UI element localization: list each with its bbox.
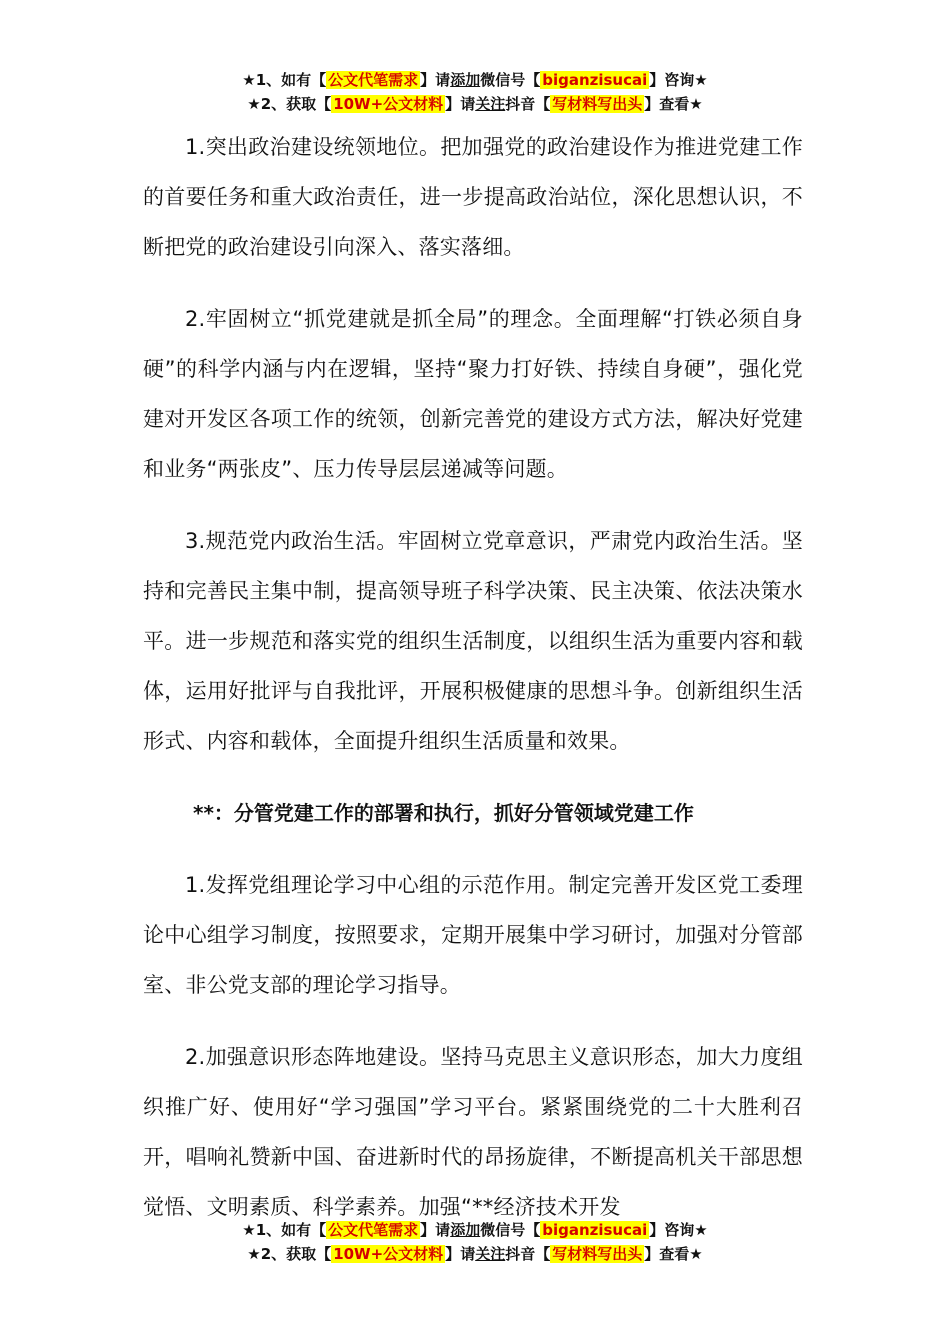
banner-text: 抖音【 xyxy=(505,1245,551,1263)
highlight-douyin: 写材料写出头 xyxy=(552,1245,643,1263)
banner-line-1 xyxy=(0,68,950,92)
bottom-banner xyxy=(0,1218,950,1266)
paragraph-2: 2.牢固树立“抓党建就是抓全局”的理念。全面理解“打铁必须自身硬”的科学内涵与内在逻辑，坚持“聚力打好铁、持续自身硬”，强化党建对开发区各项工作的统领，创新完善党的建设方式方法，解决好党建和业务“两张皮”、压力传导层层递减等问题。 xyxy=(143,307,803,481)
banner-text: 微信号【 xyxy=(480,71,541,89)
banner-text: 】查看★ xyxy=(644,95,703,113)
banner-underlined-text: 添加 xyxy=(450,1221,481,1239)
banner-text: 】咨询★ xyxy=(649,1221,708,1239)
top-banner xyxy=(0,68,950,116)
highlight-wechat-id: biganzisucai xyxy=(542,1221,648,1239)
banner-line-2 xyxy=(0,1242,950,1266)
banner-underlined-text: 关注 xyxy=(475,95,506,113)
banner-text: 】咨询★ xyxy=(649,71,708,89)
banner-text: ★1、如有【 xyxy=(242,71,327,89)
banner-text: ★2、获取【 xyxy=(247,95,332,113)
section-heading: **：分管党建工作的部署和执行，抓好分管领域党建工作 xyxy=(193,801,694,825)
banner-text: ★1、如有【 xyxy=(242,1221,327,1239)
highlight-service: 公文代笔需求 xyxy=(328,1221,419,1239)
paragraph-1: 1.突出政治建设统领地位。把加强党的政治建设作为推进党建工作的首要任务和重大政治责任，进一步提高政治站位，深化思想认识，不断把党的政治建设引向深入、落实落细。 xyxy=(143,135,803,259)
paragraph-4: 1.发挥党组理论学习中心组的示范作用。制定完善开发区党工委理论中心组学习制度，按照要求，定期开展集中学习研讨，加强对分管部室、非公党支部的理论学习指导。 xyxy=(143,873,803,997)
banner-text: 微信号【 xyxy=(480,1221,541,1239)
banner-line-2 xyxy=(0,92,950,116)
banner-text: 】请 xyxy=(445,95,476,113)
banner-text: 】查看★ xyxy=(644,1245,703,1263)
banner-text: 】请 xyxy=(420,1221,451,1239)
banner-text: 】请 xyxy=(420,71,451,89)
highlight-service: 公文代笔需求 xyxy=(328,71,419,89)
highlight-douyin: 写材料写出头 xyxy=(552,95,643,113)
paragraph-3: 3.规范党内政治生活。牢固树立党章意识，严肃党内政治生活。坚持和完善民主集中制，提高领导班子科学决策、民主决策、依法决策水平。进一步规范和落实党的组织生活制度，以组织生活为重要内容和载体，运用好批评与自我批评，开展积极健康的思想斗争。创新组织生活形式、内容和载体，全面提升组织生活质量和效果。 xyxy=(143,529,803,753)
paragraph-5: 2.加强意识形态阵地建设。坚持马克思主义意识形态，加大力度组织推广好、使用好“学习强国”学习平台。紧紧围绕党的二十大胜利召开，唱响礼赞新中国、奋进新时代的昂扬旋律，不断提高机关干部思想觉悟、文明素质、科学素养。加强“**经济技术开发 xyxy=(143,1045,803,1219)
highlight-materials: 10W+公文材料 xyxy=(333,95,444,113)
banner-underlined-text: 关注 xyxy=(475,1245,506,1263)
banner-text: 】请 xyxy=(445,1245,476,1263)
banner-text: ★2、获取【 xyxy=(247,1245,332,1263)
highlight-wechat-id: biganzisucai xyxy=(542,71,648,89)
highlight-materials: 10W+公文材料 xyxy=(333,1245,444,1263)
banner-underlined-text: 添加 xyxy=(450,71,481,89)
document-body xyxy=(143,122,803,1254)
banner-line-1 xyxy=(0,1218,950,1242)
banner-text: 抖音【 xyxy=(505,95,551,113)
